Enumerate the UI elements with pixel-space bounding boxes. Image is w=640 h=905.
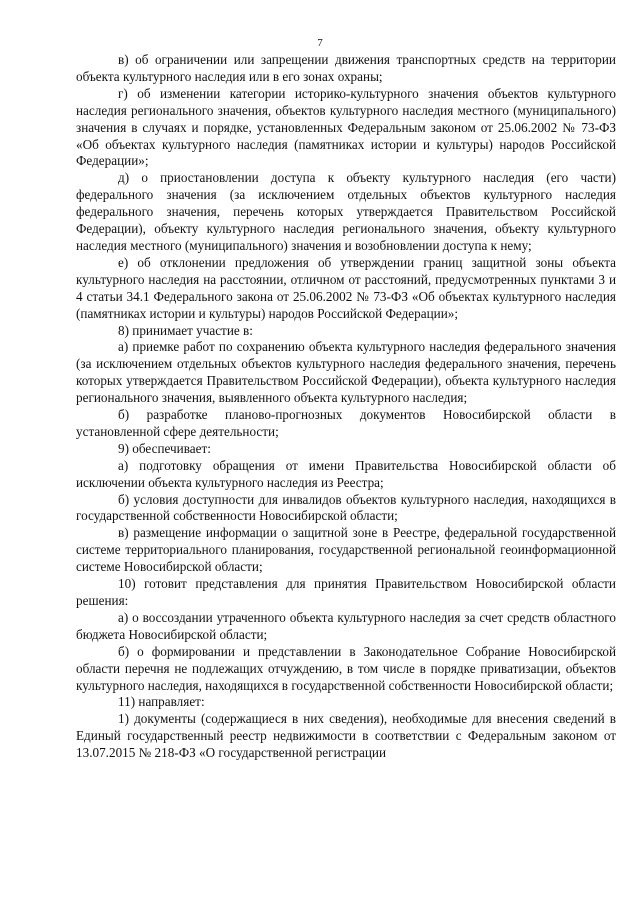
paragraph-9a: а) подготовку обращения от имени Правительства Новосибирской области об исключении объекта культурного наследия из Реестра;	[76, 457, 616, 490]
paragraph-3g: г) об изменении категории историко-культурного значения объектов культурного наследия регионального значения, объектов культурного наследия местного (муниципального) значения в случаях и порядке, установленных Федеральным законом от 25.06.2002 № 73-ФЗ «Об объектах культурного наследия (памятниках истории и культуры) народов Российской Федерации»;	[76, 85, 616, 169]
paragraph-11: 11) направляет:	[118, 694, 205, 710]
paragraph-10a: а) о воссоздании утраченного объекта культурного наследия за счет средств областного бюджета Новосибирской области;	[76, 609, 616, 642]
paragraph-3d: д) о приостановлении доступа к объекту культурного наследия (его части) федерального значения (за исключением отдельных объектов культурного наследия федерального значения, перечень которых утверждается Правительством Российской Федерации), объекту культурного наследия регионального значения, объекту культурного наследия местного (муниципального) значения и возобновлении доступа к нему;	[76, 170, 616, 253]
paragraph-10b: б) о формировании и представлении в Законодательное Собрание Новосибирской области перечня не подлежащих отчуждению, в том числе в порядке приватизации, объектов культурного наследия, находящихся в государственной собственности Новосибирской области;	[76, 643, 616, 693]
paragraph-8a: а) приемке работ по сохранению объекта культурного наследия федерального значения (за исключением отдельных объектов культурного наследия федерального значения, перечень которых утверждается Правительством Российской Федерации), объекта культурного наследия регионального значения, выявленного объекта культурного наследия;	[76, 339, 616, 406]
paragraph-11-1: 1) документы (содержащиеся в них сведения), необходимые для внесения сведений в Единый государственный реестр недвижимости в соответствии с Федеральным законом от 13.07.2015 № 218-ФЗ «О государственной регистрации	[76, 711, 616, 761]
paragraph-9v: в) размещение информации о защитной зоне в Реестре, федеральной государственной системе территориального планирования, государственной региональной геоинформационной системе Новосибирской области;	[76, 525, 616, 575]
paragraph-9: 9) обеспечивает:	[118, 440, 211, 456]
page-number: 7	[317, 37, 323, 49]
paragraph-8b: б) разработке планово-прогнозных документов Новосибирской области в установленной сфере деятельности;	[76, 407, 616, 439]
paragraph-9b: б) условия доступности для инвалидов объектов культурного наследия, находящихся в государственной собственности Новосибирской области;	[76, 491, 616, 524]
paragraph-3v: в) об ограничении или запрещении движения транспортных средств на территории объекта культурного наследия или в его зонах охраны;	[76, 52, 616, 84]
paragraph-8: 8) принимает участие в:	[118, 322, 253, 338]
paragraph-3e: е) об отклонении предложения об утверждении границ защитной зоны объекта культурного наследия на расстоянии, отличном от расстояний, предусмотренных пунктами 3 и 4 статьи 34.1 Федерального закона от 25.06.2002 № 73-ФЗ «Об объектах культурного наследия (памятниках истории и культуры) народов Российской Федерации»;	[76, 254, 616, 321]
document-body	[76, 52, 616, 762]
paragraph-10: 10) готовит представления для принятия Правительством Новосибирской области решения:	[76, 576, 616, 608]
